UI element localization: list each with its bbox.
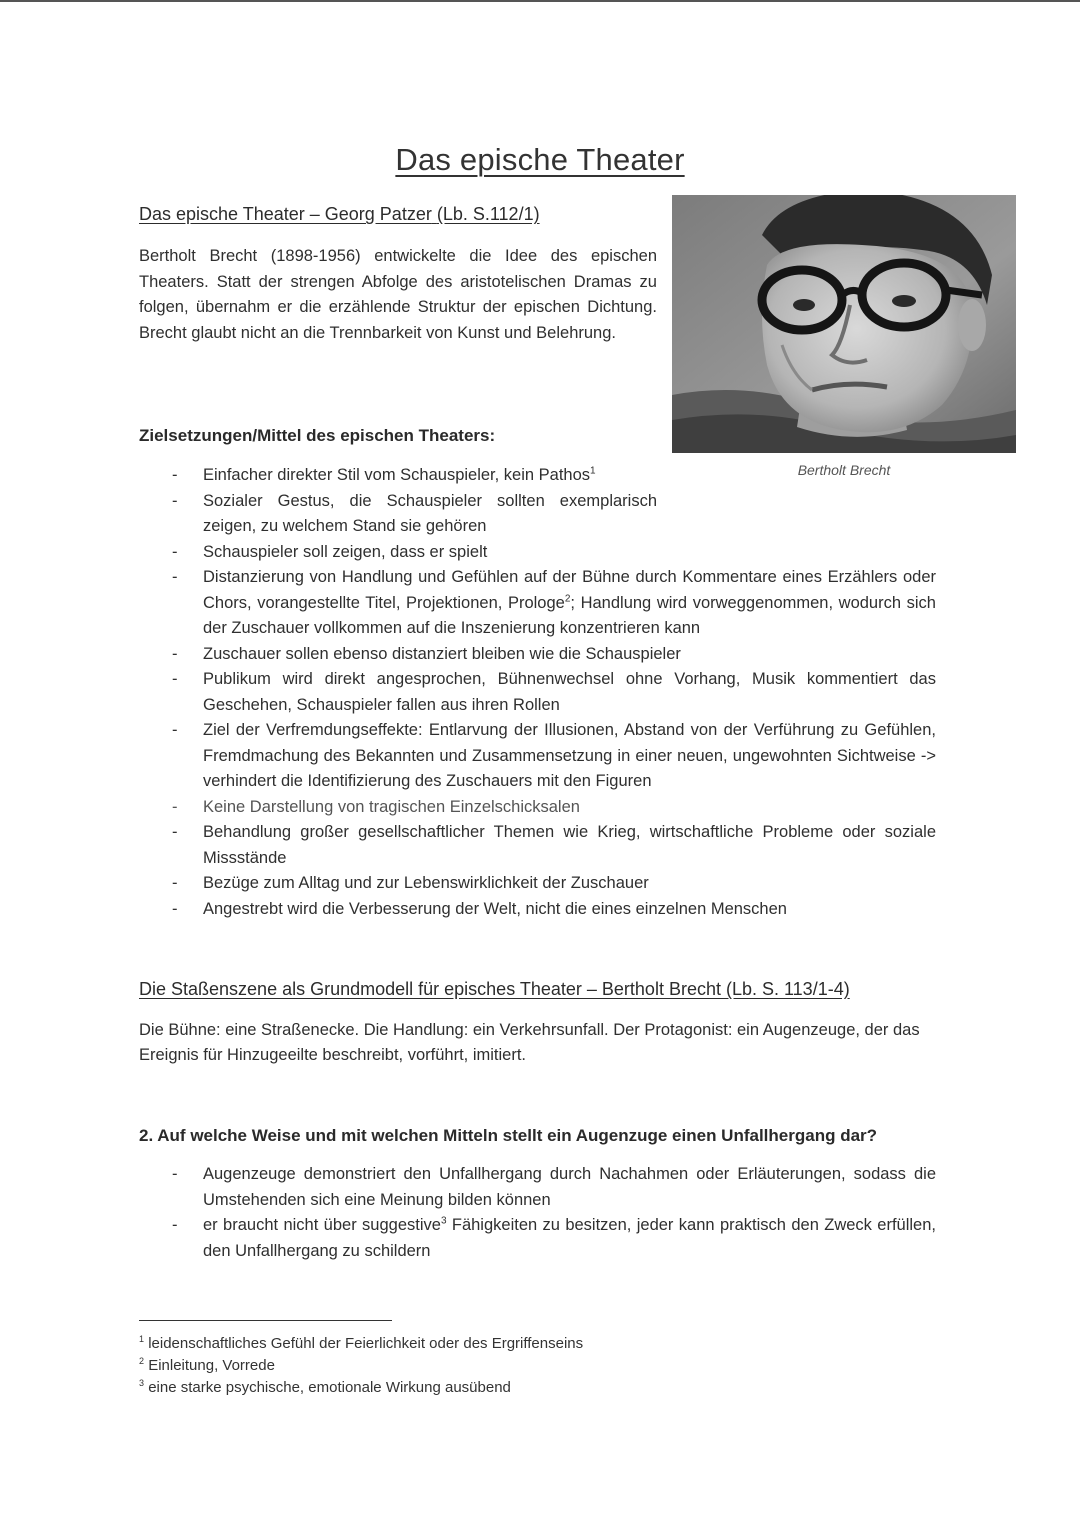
page-title: Das epische Theater [395,142,685,177]
brecht-portrait-photo [672,195,1016,453]
top-edge-line [0,0,1080,2]
section1-reference: (Lb. S.112/1) [436,204,540,224]
photo-caption: Bertholt Brecht [797,462,891,478]
section1-heading [139,204,540,225]
list-item: - Publikum wird direkt angesprochen, Bühnenwechsel ohne Vorhang, Musik kommentiert das Geschehen, Schauspieler fallen aus ihren Rollen [172,670,936,714]
footnotes [139,1333,583,1399]
goals-list [139,463,936,922]
list-item: - Angestrebt wird die Verbesserung der Welt, nicht die eines einzelnen Menschen [172,899,787,918]
footnote-2: $^2$ Einleitung, Vorrede [139,1356,275,1374]
list-item: - Keine Darstellung von tragischen Einzelschicksalen [172,797,580,816]
section2-heading: Die Staßenszene als Grundmodell für episches Theater – Bertholt Brecht (Lb. S. 113/1-4) [139,979,850,999]
section2-text: Die Bühne: eine Straßenecke. Die Handlung: ein Verkehrsunfall. Der Protagonist: ein Augenzeuge, der das Ereignis für Hinzugeeilte beschreibt, vorführt, imitiert. [139,1021,920,1064]
list-item: - Einfacher direkter Stil vom Schauspieler, kein Pathos$^1$ [172,465,596,484]
portrait-image [672,195,1016,453]
footnote-3: $^3$ eine starke psychische, emotionale Wirkung ausübend [139,1378,511,1396]
question-heading: 2. Auf welche Weise und mit welchen Mitteln stellt ein Augenzuge einen Unfallhergang dar? [139,1126,878,1145]
list-item: - Distanzierung von Handlung und Gefühlen auf der Bühne durch Kommentare eines Erzählers oder Chors, vorangestellte Titel, Projektionen, Prologe$^2$; Handlung wird vorweggenommen, wodurch sich der Zuschauer vollkommen auf die Inszenierung konzentrieren kann [172,568,936,637]
list-item: - er braucht nicht über suggestive$^3$ Fähigkeiten zu besitzen, jeder kann praktisch den Zweck erfüllen, den Unfallhergang zu schildern [172,1215,936,1260]
list-item: - Behandlung großer gesellschaftlicher Themen wie Krieg, wirtschaftliche Probleme oder soziale Missstände [172,823,936,867]
footnote-separator [139,1320,392,1321]
section1-intro: Bertholt Brecht (1898-1956) entwickelte die Idee des epischen Theaters. Statt der strengen Abfolge des aristotelischen Dramas zu folgen, übernahm er die erzählende Struktur der epischen Dichtung. Brecht glaubt nicht an die Trennbarkeit von Kunst und Belehrung. [139,247,657,342]
footnote-ref-1: 1 [590,465,596,477]
list-item: - Bezüge zum Alltag und zur Lebenswirklichkeit der Zuschauer [172,874,649,892]
list-item: - Ziel der Verfremdungseffekte: Entlarvung der Illusionen, Abstand von der Verführung zu Gefühlen, Fremdmachung des Bekannten und Zusammensetzung in einer neuen, ungewohnten Sichtweise -> verhindert die Identifizierung des Zuschauers mit den Figuren [172,721,936,790]
list-item: - Schauspieler soll zeigen, dass er spielt [172,542,488,561]
footnote-1: $^1$ leidenschaftliches Gefühl der Feierlichkeit oder des Ergriffenseins [139,1334,584,1352]
question-list [139,1162,936,1264]
list-item: - Zuschauer sollen ebenso distanziert bleiben wie die Schauspieler [172,644,681,663]
footnote-ref-2: 2 [564,593,571,604]
list-item: - Augenzeuge demonstriert den Unfallhergang durch Nachahmen oder Erläuterungen, sodass die Umstehenden sich eine Meinung bilden können [172,1165,936,1209]
footnote-ref-3: 3 [440,1215,447,1227]
goals-heading: Zielsetzungen/Mittel des epischen Theaters: [139,426,496,445]
section1-heading-text: Das epische Theater – Georg Patzer [139,204,432,224]
list-item: - Sozialer Gestus, die Schauspieler sollten exemplarisch zeigen, zu welchem Stand sie gehören [172,491,657,535]
